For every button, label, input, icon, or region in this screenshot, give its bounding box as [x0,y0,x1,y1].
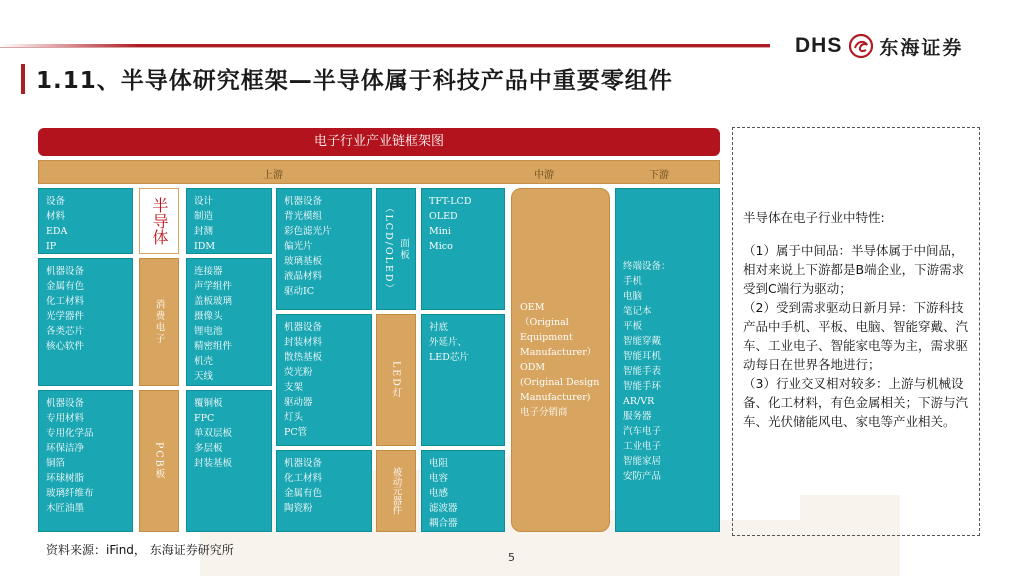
box-pcb-types [186,390,272,532]
list-item: 安防产品 [623,471,662,482]
list-item: 电子分销商 [520,407,568,418]
upstream-label: 上游 [263,170,283,181]
terminal-devices-box [615,188,720,532]
list-item: Manufacturer) [520,392,591,403]
list-item: 环保洁净 [46,443,85,454]
list-item: 机器设备 [46,398,85,409]
list-item: 电感 [429,488,449,499]
list-item: 支架 [284,382,304,393]
list-item: 光学器件 [46,311,85,322]
list-item: 摄像头 [194,311,223,322]
list-item: 平板 [623,321,643,332]
list-item: 服务器 [623,411,652,422]
list-item: 陶瓷粉 [284,503,313,514]
logo-chinese: 东海证券 [879,36,964,59]
list-item: 连接器 [194,266,223,277]
list-item: 专用材料 [46,413,85,424]
list-item: 玻璃纤维布 [46,488,94,499]
list-item: 滤波器 [429,503,458,514]
trait-1: （1）属于中间品：半导体属于中间品，相对来说上下游都是B端企业，下游需求受到C端行为驱动； [743,243,965,296]
source-note: 资料来源：iFind， 东海证券研究所 [46,543,234,557]
consumer-electronics-text: 消费电子 [153,299,165,345]
semiconductor-traits-panel [732,127,980,536]
list-item: 封装基板 [194,458,233,469]
list-item: PC管 [284,427,308,438]
list-item: 电脑 [623,291,643,302]
semiconductor-label-text: 半导体 [150,197,169,245]
list-item: TFT-LCD [429,196,472,207]
list-item: 耦合器 [429,518,458,529]
list-item: 机器设备 [284,196,323,207]
list-item: 手机 [623,276,643,287]
list-item: 封装材料 [284,337,323,348]
list-item: 散热基板 [284,352,323,363]
list-item: 化工材料 [46,296,85,307]
list-item: 工业电子 [623,441,662,452]
box-panel-types [421,188,505,310]
led-label [376,314,416,446]
list-item: 智能家居 [623,456,662,467]
dragon-emblem-icon [848,33,874,59]
list-item: Manufacturer） [520,347,597,358]
list-item: 彩色滤光片 [284,226,332,237]
list-item: 智能手环 [623,381,662,392]
box-passive-upstream [276,450,372,532]
list-item: 驱动IC [284,286,315,297]
list-item: 背光模组 [284,211,323,222]
list-item: 智能耳机 [623,351,662,362]
trait-3: （3）行业交叉相对较多：上游与机械设备、化工材料，有色金属相关；下游与汽车、光伏储能风电、家电等产业相关。 [743,376,969,429]
header-rule-thin [0,47,770,48]
list-item: 设备 [46,196,66,207]
list-item: 声学组件 [194,281,233,292]
list-item: 机器设备 [284,322,323,333]
oem-odm-box [511,188,610,532]
list-item: 覆铜板 [194,398,223,409]
stream-bar [38,160,720,184]
list-item: LED芯片 [429,352,469,363]
box-semi-upstream [38,188,133,254]
list-item: 环球树脂 [46,473,85,484]
midstream-label: 中游 [534,170,554,181]
list-item: 各类芯片 [46,326,85,337]
list-item: 玻璃基板 [284,256,323,267]
list-item: ODM [520,362,546,373]
list-item: 机壳 [194,356,214,367]
list-item: 金属有色 [284,488,323,499]
page-number: 5 [508,551,515,564]
traits-heading: 半导体在电子行业中特性: [743,210,885,225]
list-item: 荧光粉 [284,367,313,378]
consumer-electronics-label [139,258,179,386]
list-item: IDM [194,241,216,252]
list-item: 盖板玻璃 [194,296,233,307]
list-item: 电阻 [429,458,449,469]
list-item: 衬底 [429,322,449,333]
list-item: Equipment [520,332,573,343]
passive-components-text: 被动元器件 [390,467,402,515]
list-item: 精密组件 [194,341,233,352]
list-item: 化工材料 [284,473,323,484]
list-item: Mico [429,241,453,252]
box-panel-upstream [276,188,372,310]
list-item: 铜箔 [46,458,66,469]
list-item: 材料 [46,211,66,222]
list-item: 笔记本 [623,306,652,317]
pcb-label-text: PCB板 [153,441,165,481]
list-item: 机器设备 [284,458,323,469]
list-item: 智能手表 [623,366,662,377]
downstream-label: 下游 [649,170,669,181]
title-accent-bar [21,64,25,94]
list-item: 驱动器 [284,397,313,408]
list-item: 封测 [194,226,214,237]
list-item: 设计 [194,196,214,207]
list-item: 电容 [429,473,449,484]
list-item: （Original [520,317,569,328]
page-title: 1.11、半导体研究框架—半导体属于科技产品中重要零组件 [36,68,673,94]
list-item: 机器设备 [46,266,85,277]
led-label-text: LED灯 [390,360,402,400]
list-item: 汽车电子 [623,426,662,437]
list-item: AR/VR [623,396,655,407]
panel-label [376,188,416,310]
list-item: 金属有色 [46,281,85,292]
box-semi-process [186,188,272,254]
box-pcb-upstream [38,390,133,532]
list-item: IP [46,241,57,252]
panel-label-text: 面板（LCD/OLED） [383,202,409,296]
list-item: 核心软件 [46,341,85,352]
list-item: OLED [429,211,458,222]
list-item: 专用化学品 [46,428,94,439]
list-item: (Original Design [520,377,600,388]
list-item: OEM [520,302,545,313]
logo-latin: DHS [795,34,843,57]
list-item: 终端设备： [623,261,671,272]
list-item: FPC [194,413,215,424]
list-item: 偏光片 [284,241,313,252]
list-item: 多层板 [194,443,223,454]
list-item: 制造 [194,211,214,222]
company-logo [795,30,963,62]
diagram-title: 电子行业产业链框架图 [38,128,720,156]
pcb-label [139,390,179,532]
box-consumer-upstream [38,258,133,386]
box-consumer-components [186,258,272,386]
box-led-chips [421,314,505,446]
list-item: 单双层板 [194,428,233,439]
list-item: Mini [429,226,451,237]
list-item: 天线 [194,371,214,382]
list-item: 智能穿戴 [623,336,662,347]
semiconductor-label [139,188,179,254]
box-led-upstream [276,314,372,446]
list-item: 锂电池 [194,326,223,337]
list-item: 外延片、 [429,337,468,348]
box-passive-types [421,450,505,532]
list-item: 木匠油墨 [46,503,85,514]
list-item: 灯头 [284,412,304,423]
list-item: 液晶材料 [284,271,323,282]
list-item: EDA [46,226,68,237]
passive-components-label [376,450,416,532]
trait-2: （2）受到需求驱动日新月异：下游科技产品中手机、平板、电脑、智能穿戴、汽车、工业电子、智能家电等为主，需求驱动每日在世界各地进行； [743,300,969,372]
